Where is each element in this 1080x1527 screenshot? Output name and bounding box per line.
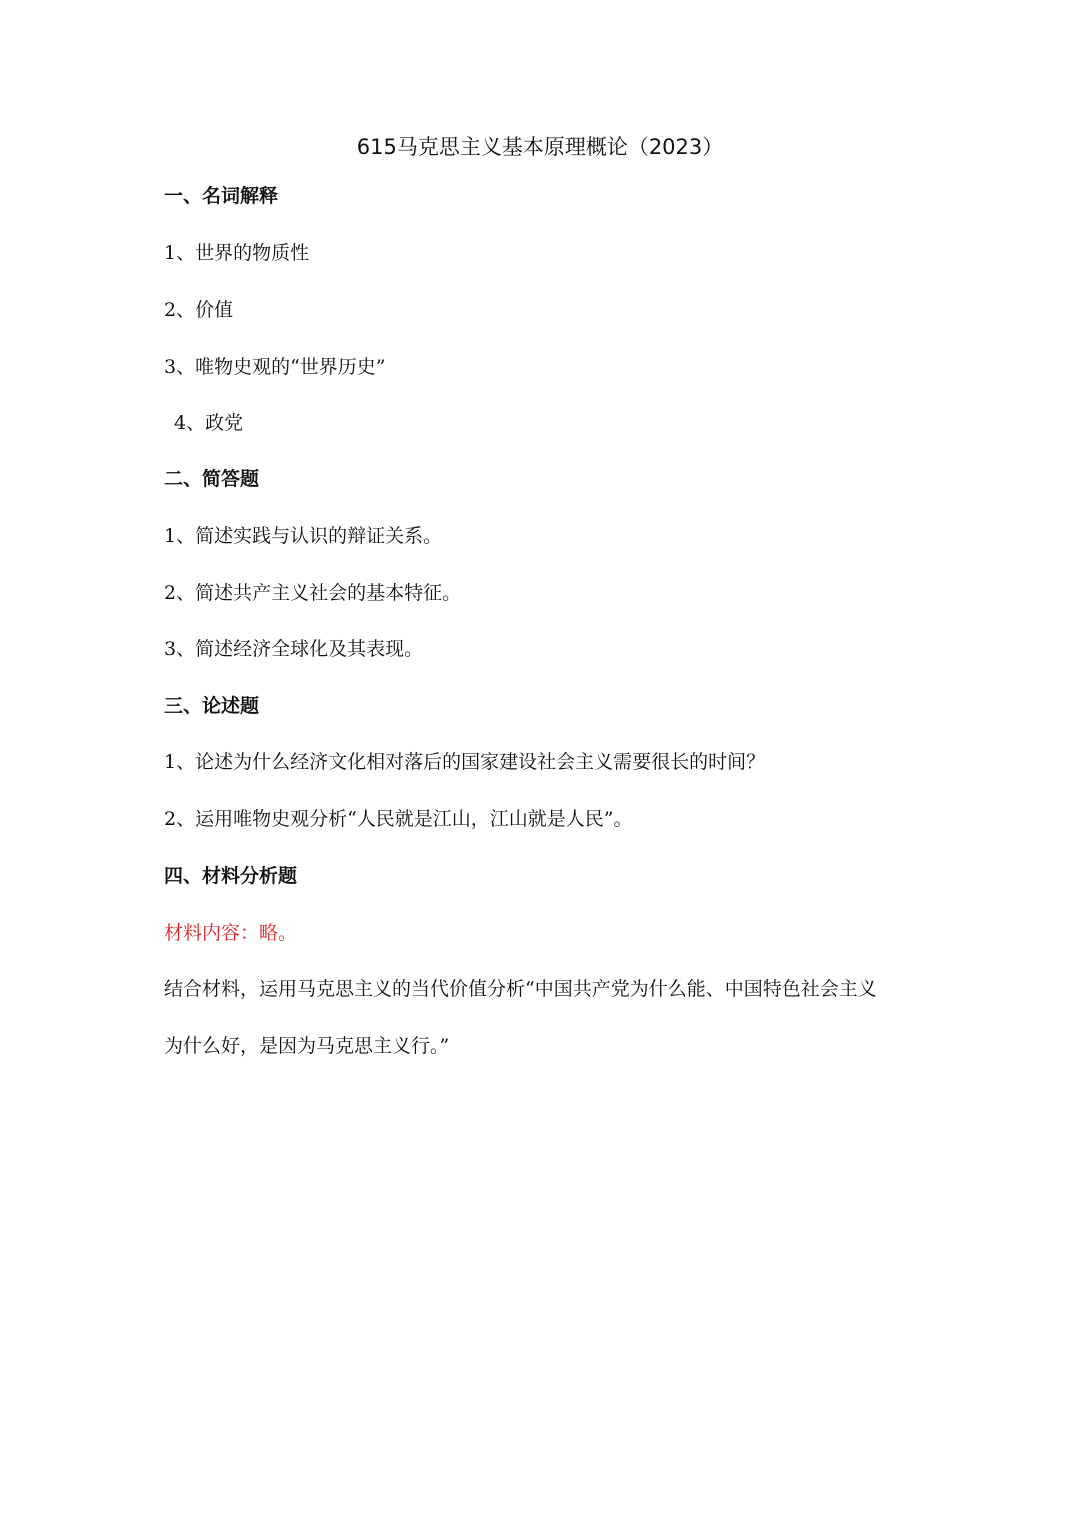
list-item: 1、论述为什么经济文化相对落后的国家建设社会主义需要很长的时间？ [164,751,766,773]
material-question-line: 为什么好，是因为马克思主义行。” [164,1035,450,1057]
list-item: 2、价值 [164,299,234,321]
section-heading-2: 二、简答题 [164,468,260,490]
list-item: 2、简述共产主义社会的基本特征。 [164,582,462,604]
list-item: 1、世界的物质性 [164,242,310,264]
document-title: 615马克思主义基本原理概论（2023） [356,135,724,159]
material-question-line: 结合材料，运用马克思主义的当代价值分析“中国共产党为什么能、中国特色社会主义 [164,978,877,1000]
section-heading-1: 一、名词解释 [164,185,279,207]
list-item: 3、简述经济全球化及其表现。 [164,638,424,660]
section-heading-4: 四、材料分析题 [164,865,298,887]
list-item: 1、简述实践与认识的辩证关系。 [164,525,443,547]
section-heading-3: 三、论述题 [164,695,260,717]
list-item: 3、唯物史观的“世界历史” [164,356,386,378]
list-item: 4、政党 [174,412,244,434]
material-note: 材料内容：略。 [164,922,298,944]
list-item: 2、运用唯物史观分析“人民就是江山，江山就是人民”。 [164,808,633,830]
